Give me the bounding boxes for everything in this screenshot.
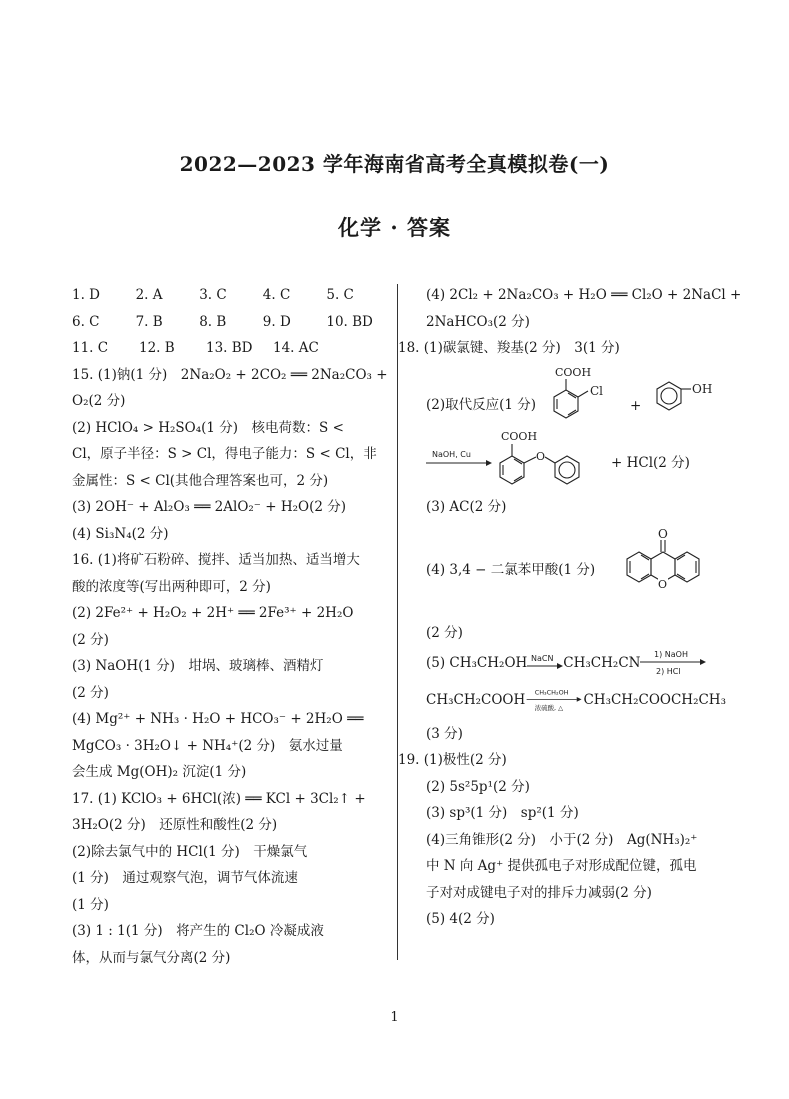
answer-line: 17. (1) KClO₃ + 6HCl(浓) ══ KCl + 3Cl₂↑ +: [72, 790, 366, 807]
answer-line: (1 分) 通过观察气泡，调节气体流速: [72, 870, 298, 886]
mc-answer-row: [72, 309, 390, 336]
xanthone-structure: [603, 520, 723, 620]
mc-answer: 5. C: [326, 287, 354, 303]
page-title: 2022—2023 学年海南省高考全真模拟卷(一): [179, 152, 610, 176]
answer-line: 金属性：S < Cl(其他合理答案也可，2 分): [72, 472, 329, 489]
answer-line: (4) 2Cl₂ + 2Na₂CO₃ + H₂O ══ Cl₂O + 2NaCl +: [426, 287, 742, 303]
answer-line: (2) 5s²5p¹(2 分): [426, 778, 530, 795]
page-subtitle: 化学 · 答案: [338, 215, 451, 240]
reaction-products: [426, 426, 726, 494]
answer-line: (2) 2Fe²⁺ + H₂O₂ + 2H⁺ ══ 2Fe³⁺ + 2H₂O: [72, 605, 354, 621]
answer-line: (4) Si₃N₄(2 分): [72, 525, 169, 542]
cl-label: Cl: [590, 383, 604, 398]
mc-answer: 6. C: [72, 313, 100, 330]
reaction-arrow: [525, 683, 583, 719]
answer-line: (3) AC(2 分): [426, 498, 507, 515]
answer-line: 酸的浓度等(写出两种即可，2 分): [72, 578, 271, 595]
mc-answer: 4. C: [262, 287, 291, 303]
mc-answer: 12. B: [139, 340, 175, 356]
answer-line: (2) HClO₄ > H₂SO₄(1 分) 核电荷数：S <: [72, 419, 344, 436]
answer-line: MgCO₃ · 3H₂O↓ + NH₄⁺(2 分) 氨水过量: [72, 737, 343, 754]
arrow-condition-label: NaOH, Cu: [432, 449, 471, 459]
synthesis-step-2: [426, 681, 726, 721]
ring-o-label: O: [658, 578, 668, 591]
answer-line: 18. (1)碳氯键、羧基(2 分) 3(1 分): [398, 340, 620, 356]
mc-answer: 3. C: [199, 287, 227, 303]
mc-answer: 7. B: [135, 313, 163, 330]
page-number: 1: [390, 1010, 399, 1025]
reaction-arrow: [527, 651, 563, 677]
phenol-structure: [641, 364, 721, 426]
answer-line: 子对对成键电子对的排斥力减弱(2 分): [426, 884, 652, 901]
answer-line: (5) 4(2 分): [426, 911, 495, 927]
mc-answer-row: [72, 335, 390, 362]
answer-line: 19. (1)极性(2 分): [398, 752, 507, 768]
left-column: [72, 282, 390, 971]
ether-o-label: O: [536, 449, 546, 463]
ketone-o-label: O: [658, 527, 669, 541]
cooh-label: COOH: [555, 365, 592, 379]
answer-line: O₂(2 分): [72, 393, 126, 409]
mc-answer: 13. BD: [206, 340, 253, 356]
answer-line: 2NaHCO₃(2 分): [426, 313, 530, 330]
cooh-label: COOH: [501, 429, 538, 443]
answer-line: 3H₂O(2 分) 还原性和酸性(2 分): [72, 817, 278, 833]
arrow-condition-label: CH₃CH₂OH: [534, 688, 569, 697]
arrow-condition-label: 1) NaOH: [654, 649, 689, 659]
chlorobenzoic-acid-structure: [536, 364, 626, 426]
reaction-reactants: [426, 364, 726, 426]
answer-line: 会生成 Mg(OH)₂ 沉淀(1 分): [72, 764, 247, 780]
arrow-condition-label: 2) HCl: [656, 666, 682, 676]
answer-line: (4) 3,4 − 二氯苯甲酸(1 分): [426, 561, 596, 578]
phenoxybenzoic-acid-structure: [492, 426, 607, 494]
answer-line: (2)除去氯气中的 HCl(1 分) 干燥氯气: [72, 843, 308, 860]
answer-line: (2)取代反应(1 分): [426, 397, 537, 414]
answer-line: (2 分): [72, 631, 109, 648]
column-divider: [397, 284, 398, 960]
arrow-condition-label: NaCN: [531, 653, 554, 663]
answer-line: (2 分): [72, 684, 109, 701]
answer-line: CH₃CH₂COOCH₂CH₃: [583, 692, 726, 709]
mc-answer: 14. AC: [273, 340, 319, 356]
mc-answer: 2. A: [135, 287, 163, 303]
answer-line: (5) CH₃CH₂OH: [426, 655, 528, 672]
answer-line: Cl，原子半径：S > Cl，得电子能力：S < Cl，非: [72, 446, 377, 462]
synthesis-step-1: [426, 647, 726, 681]
answer-line: (4) Mg²⁺ + NH₃ · H₂O + HCO₃⁻ + 2H₂O ══: [72, 711, 364, 727]
answer-line: (3 分): [426, 725, 463, 742]
mc-answer-row: [72, 282, 390, 309]
mc-answer: 11. C: [72, 340, 109, 356]
oh-label: OH: [692, 381, 713, 396]
right-column: [398, 282, 742, 933]
answer-line: (4)三角锥形(2 分) 小于(2 分) Ag(NH₃)₂⁺: [426, 831, 698, 848]
answer-line: (3) sp³(1 分) sp²(1 分): [426, 805, 579, 821]
answer-line: + HCl(2 分): [611, 455, 690, 472]
answer-line: 16. (1)将矿石粉碎、搅拌、适当加热、适当增大: [72, 552, 360, 568]
answer-line: (3) 1 : 1(1 分) 将产生的 Cl₂O 冷凝成液: [72, 923, 324, 939]
mc-answer: 10. BD: [326, 313, 373, 330]
answer-line: (2 分): [426, 625, 463, 641]
reaction-arrow: [640, 647, 706, 681]
answer-line: 中 N 向 Ag⁺ 提供孤电子对形成配位键，孤电: [426, 858, 697, 874]
answer-line: (1 分): [72, 896, 109, 913]
xanthone-line: [426, 520, 726, 620]
reaction-arrow: [426, 445, 492, 475]
answer-line: (3) 2OH⁻ + Al₂O₃ ══ 2AlO₂⁻ + H₂O(2 分): [72, 499, 346, 515]
mc-answer: 8. B: [199, 313, 227, 330]
answer-line: CH₃CH₂CN: [563, 655, 641, 672]
answer-line: 体，从而与氯气分离(2 分): [72, 949, 231, 966]
answer-line: CH₃CH₂COOH: [426, 692, 526, 709]
answer-line: (3) NaOH(1 分) 坩埚、玻璃棒、酒精灯: [72, 658, 324, 674]
plus-sign: +: [630, 398, 642, 415]
arrow-condition-label: 浓硫酸, △: [534, 703, 564, 712]
mc-answer: 1. D: [72, 287, 100, 303]
answer-line: 15. (1)钠(1 分) 2Na₂O₂ + 2CO₂ ══ 2Na₂CO₃ +: [72, 366, 388, 383]
mc-answer: 9. D: [262, 313, 291, 330]
